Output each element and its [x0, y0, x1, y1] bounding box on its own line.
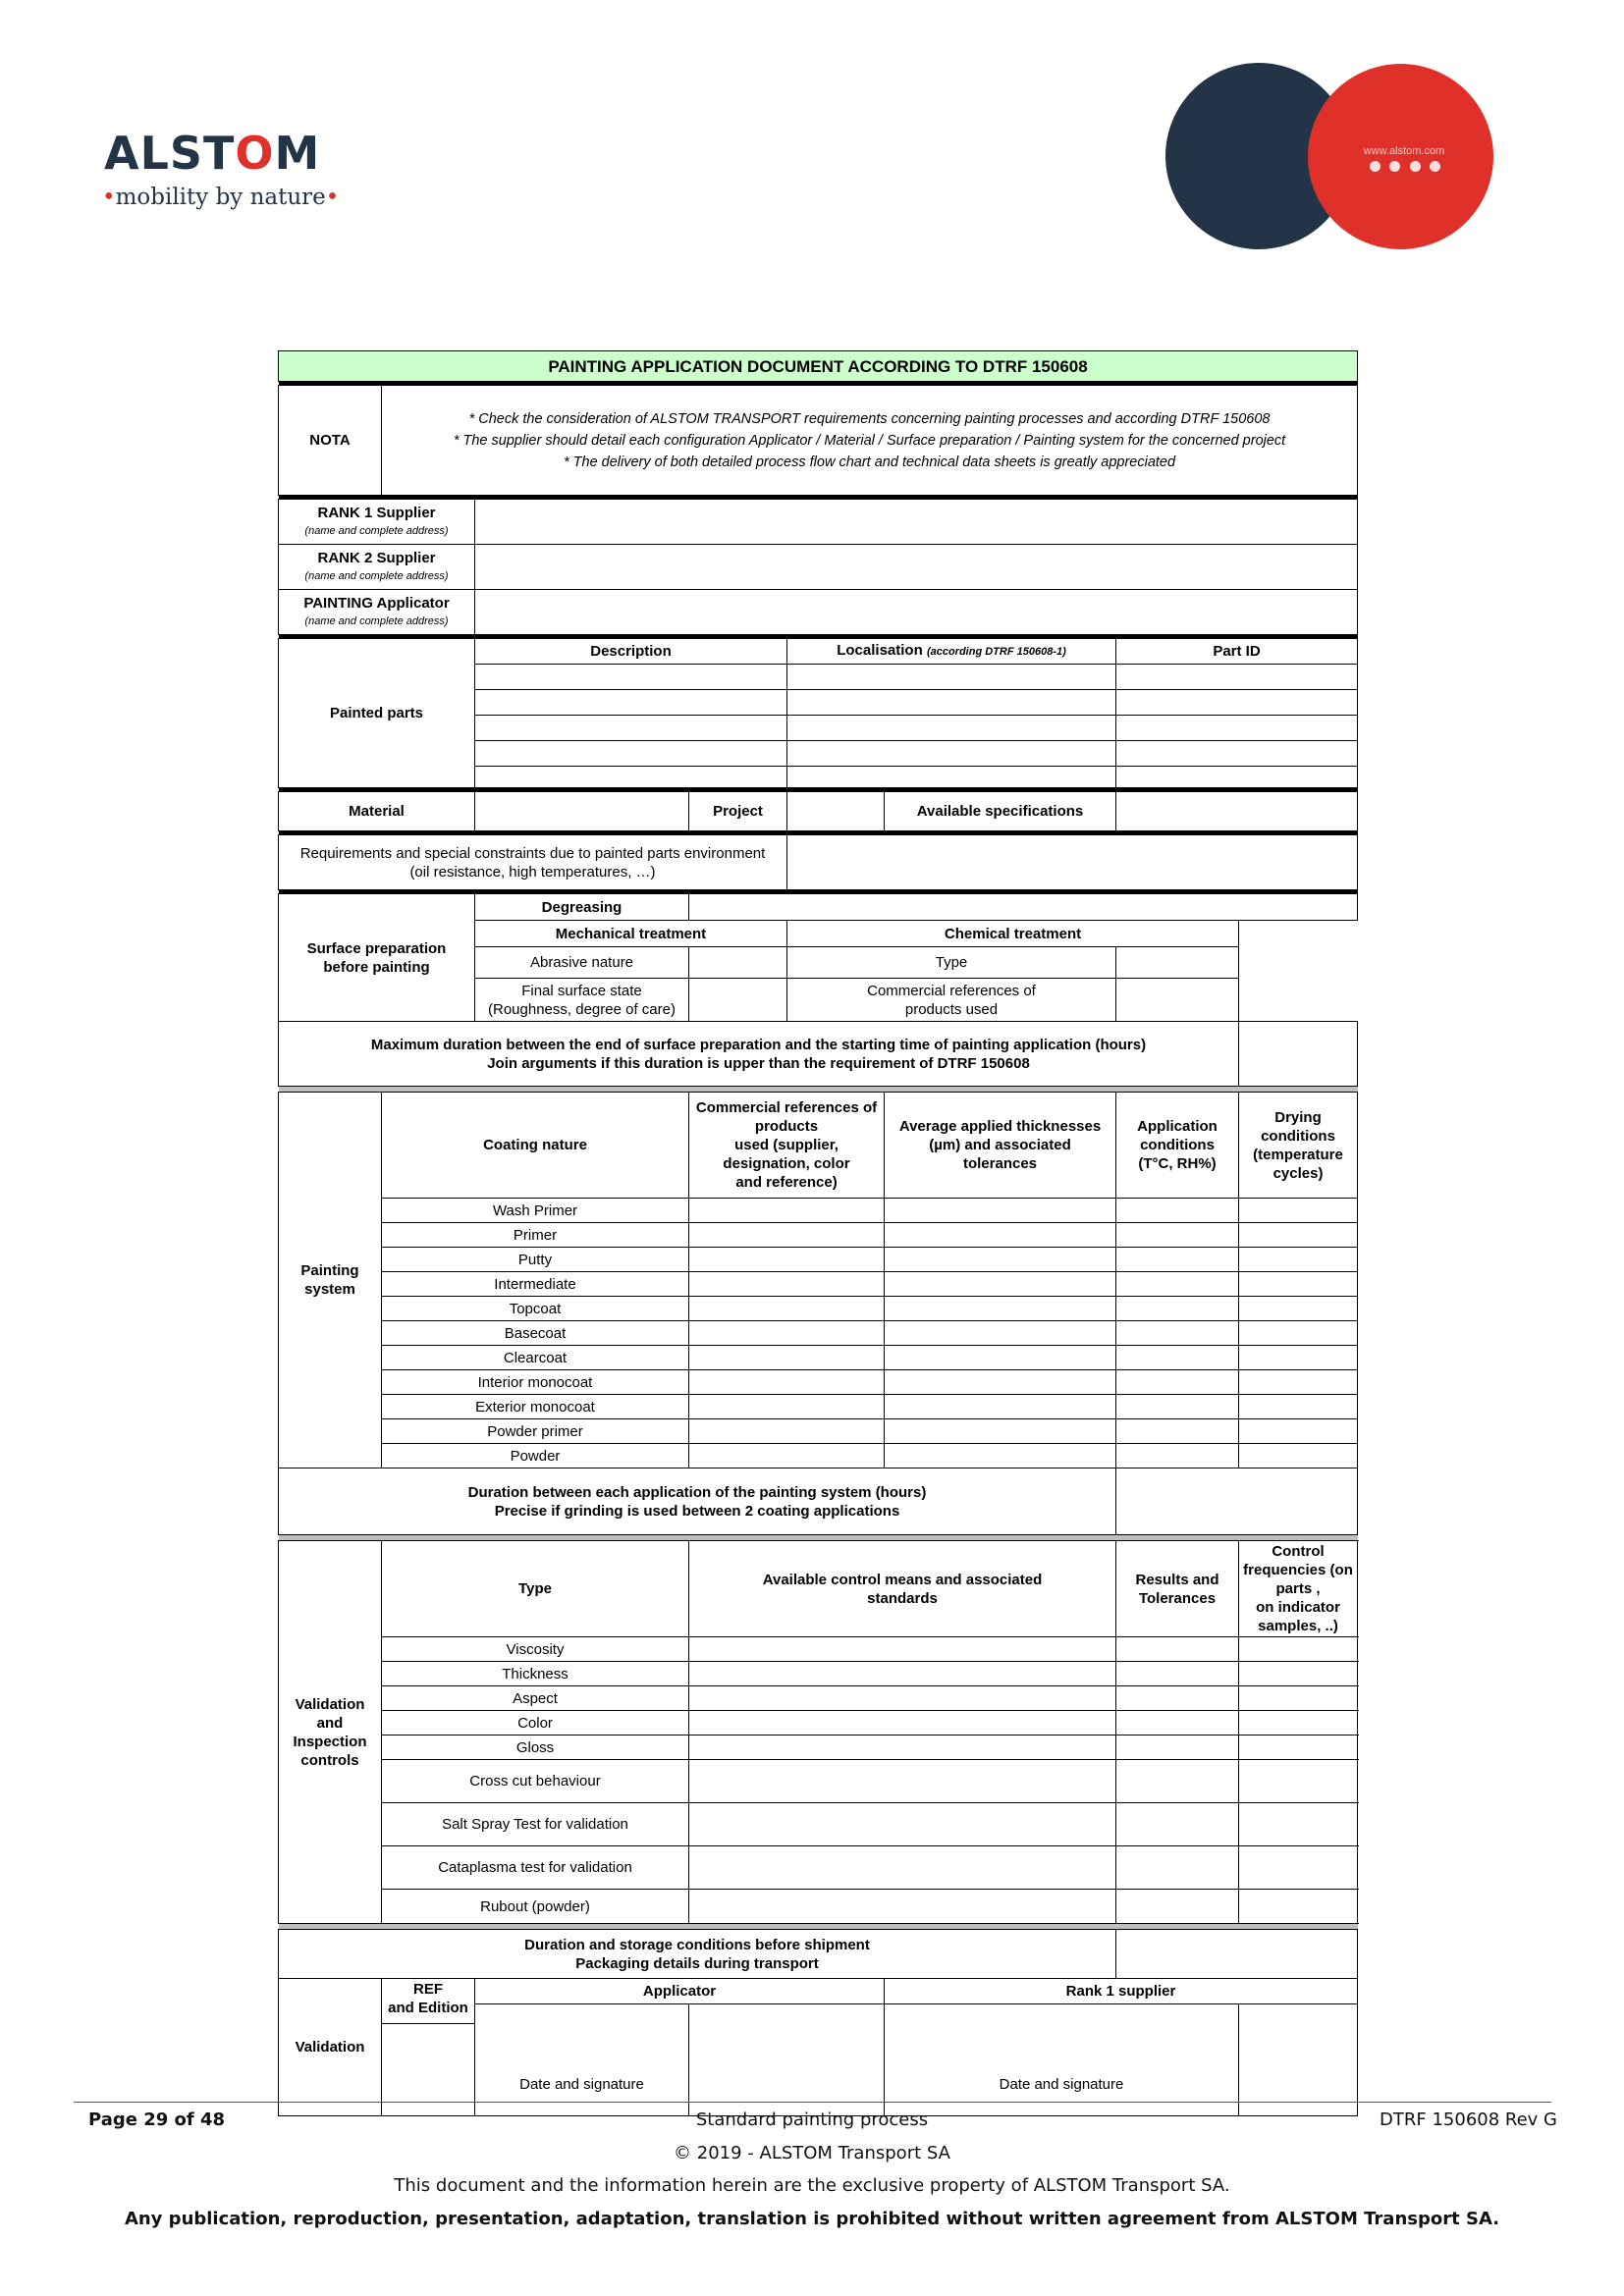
table-row	[279, 1686, 1358, 1711]
final-surface-state-field[interactable]	[689, 979, 787, 1022]
facebook-icon[interactable]	[1370, 161, 1380, 172]
coating-label: Basecoat	[382, 1321, 689, 1346]
cell[interactable]	[1239, 1444, 1358, 1468]
control-type-label: Thickness	[382, 1662, 689, 1686]
cell[interactable]	[689, 1846, 1116, 1890]
cell[interactable]	[1116, 1321, 1239, 1346]
painting-system-label: Painting system	[279, 1093, 382, 1468]
rank1-supplier-label: RANK 1 Supplier (name and complete address)	[279, 500, 475, 545]
nota-text: * Check the consideration of ALSTOM TRANSPORT requirements concerning painting processes and according DTRF 150608 * The supplier should detail each configuration Applicator / Material / Surface preparation / Painting system for the concerned project * The delivery of both detailed process flow chart and technical data sheets is greatly appreciated	[382, 386, 1358, 496]
cell[interactable]	[1116, 1223, 1239, 1248]
prohibition-notice: Any publication, reproduction, presentation, adaptation, translation is prohibited without written agreement from ALSTOM Transport SA.	[124, 2209, 1500, 2229]
chemical-type-field[interactable]	[1116, 947, 1239, 979]
col-results: Results and Tolerances	[1116, 1541, 1239, 1637]
twitter-icon[interactable]	[1389, 161, 1400, 172]
rank1-supplier-field[interactable]	[475, 500, 1358, 545]
coating-label: Powder primer	[382, 1419, 689, 1444]
coating-label: Primer	[382, 1223, 689, 1248]
cell[interactable]	[1116, 1803, 1239, 1846]
col-part-id: Part ID	[1116, 639, 1358, 665]
localisation-cell[interactable]	[787, 716, 1116, 741]
painting-application-form	[278, 350, 1357, 2116]
table-row	[279, 1846, 1358, 1890]
control-type-label: Color	[382, 1711, 689, 1735]
duration-between-label: Duration between each application of the painting system (hours) Precise if grinding is used between 2 coating applications	[279, 1468, 1116, 1535]
table-row	[279, 1272, 1358, 1297]
cell[interactable]	[1239, 1662, 1358, 1686]
coating-label: Interior monocoat	[382, 1370, 689, 1395]
table-row	[279, 1199, 1358, 1223]
copyright: © 2019 - ALSTOM Transport SA	[674, 2143, 950, 2163]
cell[interactable]	[1116, 1890, 1239, 1924]
commercial-refs-label: Commercial references of products used	[787, 979, 1116, 1022]
shipment-label: Duration and storage conditions before shipment Packaging details during transport	[279, 1930, 1116, 1979]
cell[interactable]	[689, 1272, 885, 1297]
description-cell[interactable]	[475, 716, 787, 741]
coating-label: Putty	[382, 1248, 689, 1272]
cell[interactable]	[885, 1395, 1116, 1419]
table-row	[279, 1321, 1358, 1346]
social-icons	[1370, 161, 1440, 173]
cell[interactable]	[1116, 1662, 1239, 1686]
col-control-means: Available control means and associated standards	[689, 1541, 1116, 1637]
coating-label: Intermediate	[382, 1272, 689, 1297]
cell[interactable]	[1239, 1846, 1358, 1890]
cell[interactable]	[1116, 1248, 1239, 1272]
painting-applicator-label: PAINTING Applicator (name and complete address)	[279, 590, 475, 635]
commercial-refs-field[interactable]	[1116, 979, 1239, 1022]
cell[interactable]	[885, 1248, 1116, 1272]
table-row	[279, 1711, 1358, 1735]
nota-label: NOTA	[279, 386, 382, 496]
part-id-cell[interactable]	[1116, 690, 1358, 716]
cell[interactable]	[1239, 1735, 1358, 1760]
logo-tagline: •mobility by nature•	[102, 185, 340, 210]
footer-title: Standard painting process	[695, 2109, 929, 2130]
control-type-label: Aspect	[382, 1686, 689, 1711]
cell[interactable]	[1116, 1370, 1239, 1395]
description-cell[interactable]	[475, 665, 787, 690]
ref-edition-label: REF and Edition	[382, 1979, 475, 2024]
col-drying-conditions: Drying conditions (temperature cycles)	[1239, 1093, 1358, 1199]
table-row	[279, 1735, 1358, 1760]
table-row	[279, 1803, 1358, 1846]
requirements-field[interactable]	[787, 835, 1358, 890]
cell[interactable]	[1239, 1248, 1358, 1272]
rank1-supplier-header: Rank 1 supplier	[885, 1979, 1358, 2004]
control-type-label: Gloss	[382, 1735, 689, 1760]
alstom-logo: ALSTOM	[104, 127, 321, 180]
max-duration-label: Maximum duration between the end of surface preparation and the starting time of painting application (hours) Join arguments if this duration is upper than the requirement of DTRF 150608	[279, 1022, 1239, 1087]
localisation-cell[interactable]	[787, 690, 1116, 716]
control-type-label: Salt Spray Test for validation	[382, 1803, 689, 1846]
project-field[interactable]	[787, 792, 885, 831]
cell[interactable]	[689, 1890, 1116, 1924]
rank1-date-signature: Date and signature	[885, 2004, 1239, 2116]
cell[interactable]	[1116, 1297, 1239, 1321]
cell[interactable]	[1239, 1370, 1358, 1395]
cell[interactable]	[885, 1346, 1116, 1370]
control-type-label: Cataplasma test for validation	[382, 1846, 689, 1890]
cell[interactable]	[689, 1760, 1116, 1803]
degreasing-field[interactable]	[689, 894, 1358, 921]
cell[interactable]	[885, 1272, 1116, 1297]
cell[interactable]	[1239, 1272, 1358, 1297]
cell[interactable]	[1116, 1346, 1239, 1370]
cell[interactable]	[689, 1735, 1116, 1760]
available-specs-field[interactable]	[1116, 792, 1358, 831]
linkedin-icon[interactable]	[1410, 161, 1421, 172]
cell[interactable]	[689, 1297, 885, 1321]
part-id-cell[interactable]	[1116, 716, 1358, 741]
cell[interactable]	[885, 1297, 1116, 1321]
shipment-field[interactable]	[1116, 1930, 1358, 1979]
surface-prep-label: Surface preparation before painting	[279, 894, 475, 1022]
cell[interactable]	[1239, 1419, 1358, 1444]
part-id-cell[interactable]	[1116, 665, 1358, 690]
duration-between-field[interactable]	[1116, 1468, 1358, 1535]
cell[interactable]	[1239, 1637, 1358, 1662]
rank2-supplier-field[interactable]	[475, 545, 1358, 590]
cell[interactable]	[885, 1419, 1116, 1444]
material-label: Material	[279, 792, 475, 831]
localisation-cell[interactable]	[787, 767, 1116, 788]
cell[interactable]	[1116, 1199, 1239, 1223]
cell[interactable]	[689, 1444, 885, 1468]
cell[interactable]	[689, 1370, 885, 1395]
coating-label: Exterior monocoat	[382, 1395, 689, 1419]
table-row	[279, 1637, 1358, 1662]
table-row	[279, 1248, 1358, 1272]
mechanical-treatment-header: Mechanical treatment	[475, 921, 787, 947]
coating-label: Wash Primer	[382, 1199, 689, 1223]
chemical-type-label: Type	[787, 947, 1116, 979]
cell[interactable]	[1116, 1444, 1239, 1468]
coating-label: Topcoat	[382, 1297, 689, 1321]
table-row	[279, 1419, 1358, 1444]
available-specs-label: Available specifications	[885, 792, 1116, 831]
table-row	[279, 1890, 1358, 1924]
cell[interactable]	[1116, 1395, 1239, 1419]
cell[interactable]	[1116, 1272, 1239, 1297]
final-surface-state-label: Final surface state (Roughness, degree of care)	[475, 979, 689, 1022]
coating-label: Powder	[382, 1444, 689, 1468]
cell[interactable]	[1239, 1321, 1358, 1346]
rank2-supplier-label: RANK 2 Supplier (name and complete address)	[279, 545, 475, 590]
cell[interactable]	[1116, 1419, 1239, 1444]
cell[interactable]	[1239, 1686, 1358, 1711]
website-link[interactable]: www.alstom.com	[1363, 145, 1445, 157]
cell[interactable]	[689, 1686, 1116, 1711]
youtube-icon[interactable]	[1430, 161, 1440, 172]
cell[interactable]	[885, 1444, 1116, 1468]
cell[interactable]	[1116, 1637, 1239, 1662]
col-control-frequencies: Control frequencies (on parts , on indicator samples, ..)	[1239, 1541, 1358, 1637]
cell[interactable]	[1239, 1346, 1358, 1370]
applicator-date-signature: Date and signature	[475, 2004, 689, 2116]
cell[interactable]	[1116, 1760, 1239, 1803]
cell[interactable]	[1116, 1846, 1239, 1890]
cell[interactable]	[689, 1637, 1116, 1662]
max-duration-field[interactable]	[1239, 1022, 1358, 1087]
col-type: Type	[382, 1541, 689, 1637]
table-row	[279, 1297, 1358, 1321]
abrasive-nature-field[interactable]	[689, 947, 787, 979]
cell[interactable]	[1239, 1297, 1358, 1321]
cell[interactable]	[1239, 1395, 1358, 1419]
painted-parts-label: Painted parts	[279, 639, 475, 788]
applicator-signature-field[interactable]	[689, 2004, 885, 2116]
table-row	[279, 1662, 1358, 1686]
col-coating-nature: Coating nature	[382, 1093, 689, 1199]
project-label: Project	[689, 792, 787, 831]
requirements-label: Requirements and special constraints due to painted parts environment (oil resistance, high temperatures, …)	[279, 835, 787, 890]
cell[interactable]	[689, 1711, 1116, 1735]
material-field[interactable]	[475, 792, 689, 831]
page-number: Page 29 of 48	[88, 2109, 226, 2130]
degreasing-label: Degreasing	[475, 894, 689, 921]
rank1-signature-field[interactable]	[1239, 2004, 1358, 2116]
description-cell[interactable]	[475, 767, 787, 788]
cell[interactable]	[885, 1223, 1116, 1248]
table-row	[279, 1346, 1358, 1370]
table-row	[279, 1395, 1358, 1419]
cell[interactable]	[1239, 1760, 1358, 1803]
control-type-label: Rubout (powder)	[382, 1890, 689, 1924]
cell[interactable]	[689, 1662, 1116, 1686]
cell[interactable]	[1239, 1890, 1358, 1924]
validation-label: Validation	[279, 1979, 382, 2116]
cell[interactable]	[1116, 1686, 1239, 1711]
chemical-treatment-header: Chemical treatment	[787, 921, 1239, 947]
cell[interactable]	[1239, 1199, 1358, 1223]
table-row	[279, 1760, 1358, 1803]
cell[interactable]	[1116, 1711, 1239, 1735]
table-row	[279, 1223, 1358, 1248]
localisation-cell[interactable]	[787, 741, 1116, 767]
col-description: Description	[475, 639, 787, 665]
painting-applicator-field[interactable]	[475, 590, 1358, 635]
cell[interactable]	[689, 1199, 885, 1223]
part-id-cell[interactable]	[1116, 741, 1358, 767]
col-application-conditions: Application conditions (T°C, RH%)	[1116, 1093, 1239, 1199]
doc-reference: DTRF 150608 Rev G	[1380, 2109, 1557, 2130]
cell[interactable]	[885, 1370, 1116, 1395]
cell[interactable]	[689, 1248, 885, 1272]
abrasive-nature-label: Abrasive nature	[475, 947, 689, 979]
part-id-cell[interactable]	[1116, 767, 1358, 788]
cell[interactable]	[1239, 1711, 1358, 1735]
localisation-cell[interactable]	[787, 665, 1116, 690]
cell[interactable]	[689, 1803, 1116, 1846]
table-row	[279, 1370, 1358, 1395]
applicator-header: Applicator	[475, 1979, 885, 2004]
cell[interactable]	[689, 1223, 885, 1248]
control-type-label: Cross cut behaviour	[382, 1760, 689, 1803]
cell[interactable]	[689, 1395, 885, 1419]
cell[interactable]	[689, 1346, 885, 1370]
cell[interactable]	[885, 1199, 1116, 1223]
description-cell[interactable]	[475, 690, 787, 716]
cell[interactable]	[1239, 1223, 1358, 1248]
cell[interactable]	[1239, 1803, 1358, 1846]
cell[interactable]	[689, 1419, 885, 1444]
control-type-label: Viscosity	[382, 1637, 689, 1662]
cell[interactable]	[885, 1321, 1116, 1346]
description-cell[interactable]	[475, 741, 787, 767]
col-localisation: Localisation (according DTRF 150608-1)	[787, 639, 1116, 665]
col-commercial-refs: Commercial references of products used (supplier, designation, color and reference)	[689, 1093, 885, 1199]
table-row	[279, 1444, 1358, 1468]
coating-label: Clearcoat	[382, 1346, 689, 1370]
property-notice: This document and the information herein are the exclusive property of ALSTOM Transport SA.	[394, 2175, 1230, 2196]
cell[interactable]	[689, 1321, 885, 1346]
cell[interactable]	[1116, 1735, 1239, 1760]
footer-divider	[74, 2102, 1551, 2103]
validation-inspection-label: Validation and Inspection controls	[279, 1541, 382, 1924]
col-thicknesses: Average applied thicknesses (µm) and associated tolerances	[885, 1093, 1116, 1199]
form-title: PAINTING APPLICATION DOCUMENT ACCORDING TO DTRF 150608	[279, 351, 1358, 382]
